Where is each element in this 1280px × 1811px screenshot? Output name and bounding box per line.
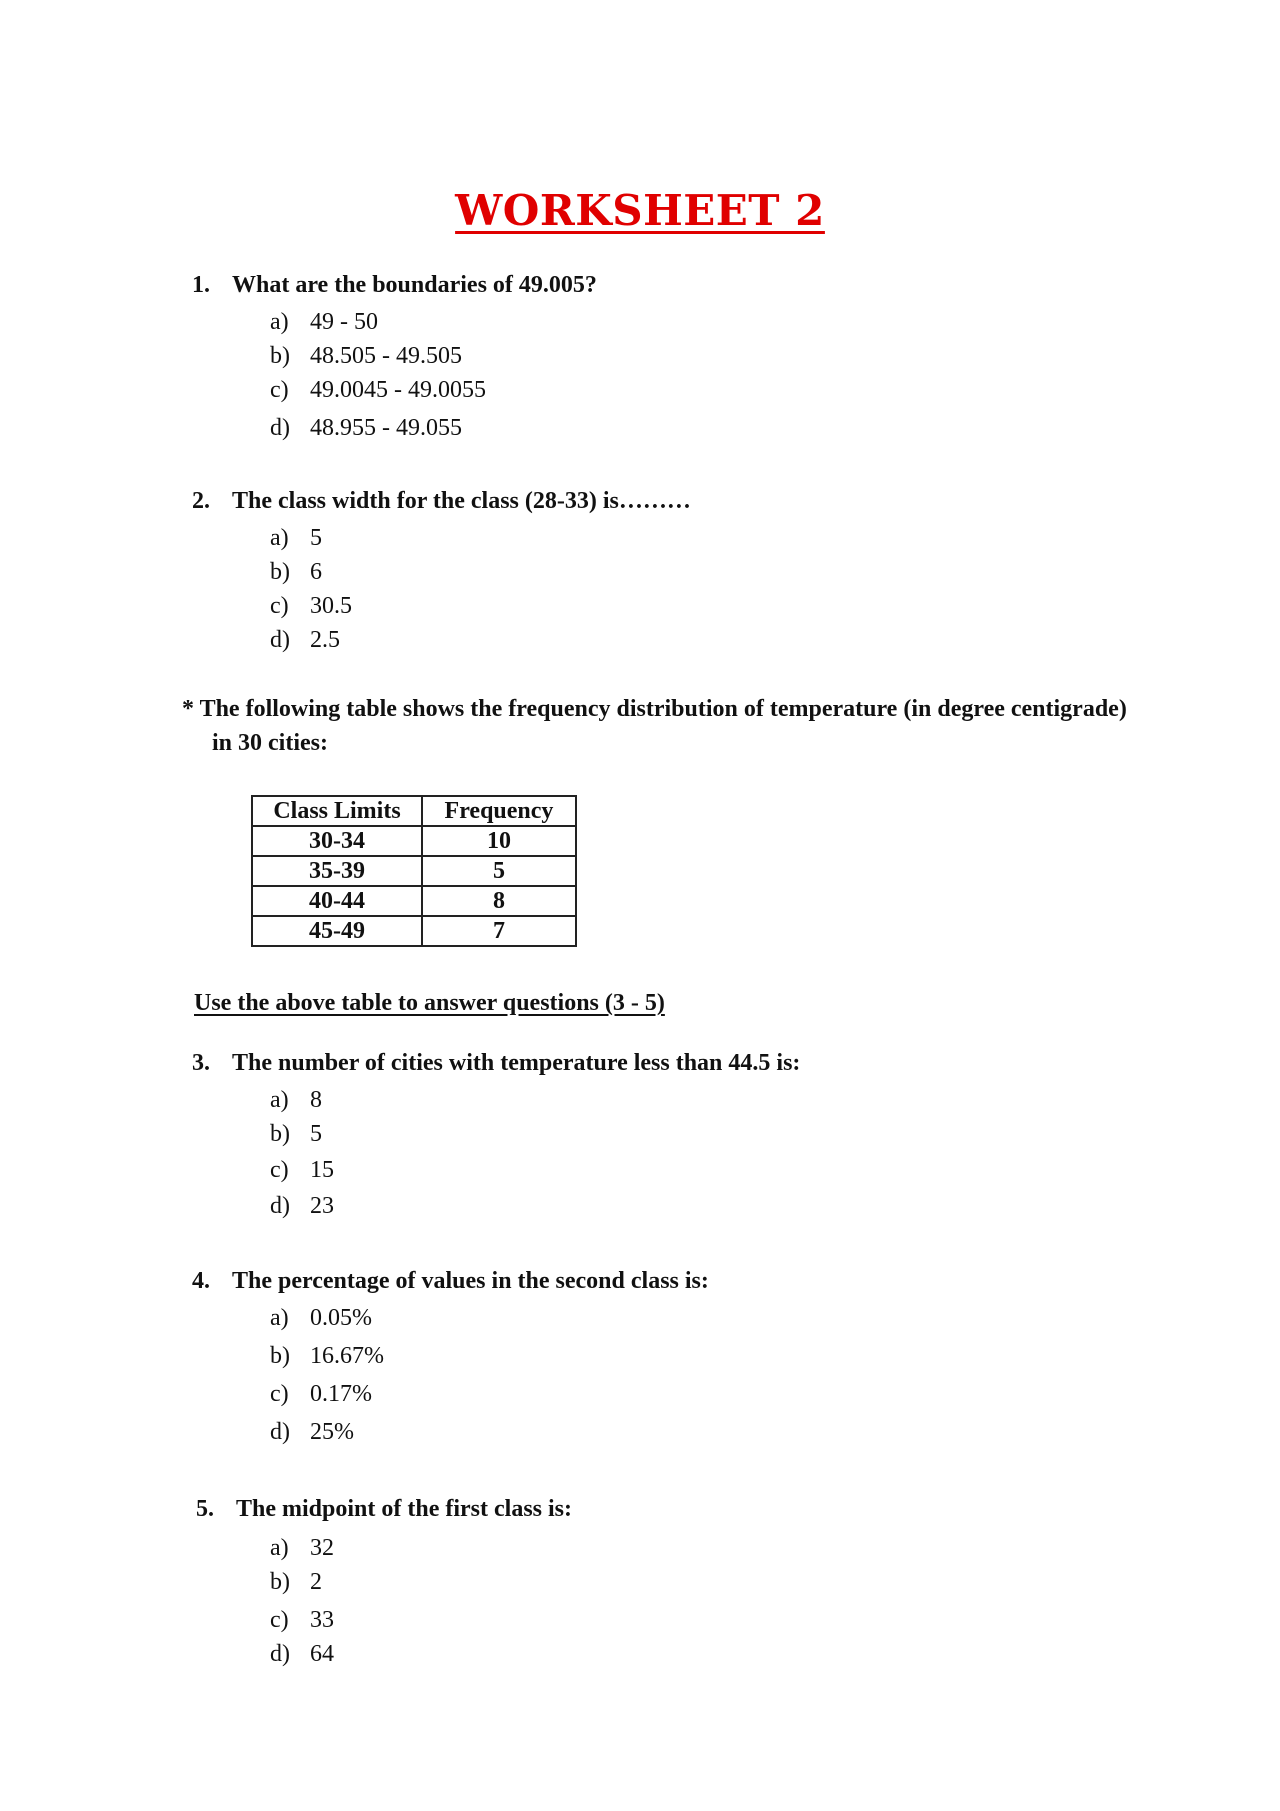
option-a[interactable]: a) 49 - 50 bbox=[270, 308, 378, 335]
question-1 bbox=[192, 272, 597, 445]
option-c[interactable]: c) 0.17% bbox=[270, 1380, 372, 1407]
option-a[interactable]: a) 0.05% bbox=[270, 1304, 372, 1331]
question-number: 1. bbox=[192, 272, 210, 298]
question-5 bbox=[196, 1496, 572, 1671]
table-row bbox=[252, 916, 576, 946]
question-2 bbox=[192, 488, 691, 657]
option-d[interactable]: d) 2.5 bbox=[270, 626, 340, 653]
table-row bbox=[252, 856, 576, 886]
table-header-row bbox=[252, 796, 576, 826]
table-intro-note: * The following table shows the frequency distribution of temperature (in degree centigrade) in 30 cities: bbox=[182, 696, 1127, 756]
option-b[interactable]: b) 6 bbox=[270, 558, 322, 585]
option-c[interactable]: c) 49.0045 - 49.0055 bbox=[270, 376, 486, 403]
frequency-table bbox=[251, 795, 577, 947]
question-text: The class width for the class (28-33) is……… bbox=[232, 488, 691, 514]
option-a[interactable]: a) 8 bbox=[270, 1086, 322, 1113]
table-cell: 35-39 bbox=[252, 856, 422, 886]
option-a[interactable]: a) 32 bbox=[270, 1534, 334, 1561]
question-number: 2. bbox=[192, 488, 210, 514]
question-text: The percentage of values in the second class is: bbox=[232, 1268, 709, 1294]
table-cell: 5 bbox=[422, 856, 576, 886]
question-number: 3. bbox=[192, 1050, 210, 1076]
column-header: Frequency bbox=[422, 796, 576, 826]
option-c[interactable]: c) 33 bbox=[270, 1606, 334, 1633]
option-b[interactable]: b) 48.505 - 49.505 bbox=[270, 342, 462, 369]
option-b[interactable]: b) 5 bbox=[270, 1120, 322, 1147]
option-b[interactable]: b) 16.67% bbox=[270, 1342, 384, 1369]
question-4 bbox=[192, 1268, 709, 1449]
table-cell: 45-49 bbox=[252, 916, 422, 946]
option-d[interactable]: d) 64 bbox=[270, 1640, 334, 1667]
option-a[interactable]: a) 5 bbox=[270, 524, 322, 551]
table-row bbox=[252, 826, 576, 856]
option-d[interactable]: d) 25% bbox=[270, 1418, 354, 1445]
question-number: 4. bbox=[192, 1268, 210, 1294]
question-number: 5. bbox=[196, 1496, 214, 1522]
question-3 bbox=[192, 1050, 800, 1223]
question-text: The midpoint of the first class is: bbox=[236, 1496, 572, 1522]
page-title: WORKSHEET 2 bbox=[455, 186, 825, 235]
table-cell: 30-34 bbox=[252, 826, 422, 856]
option-c[interactable]: c) 30.5 bbox=[270, 592, 352, 619]
option-b[interactable]: b) 2 bbox=[270, 1568, 322, 1595]
table-cell: 8 bbox=[422, 886, 576, 916]
question-text: What are the boundaries of 49.005? bbox=[232, 272, 597, 298]
table-cell: 7 bbox=[422, 916, 576, 946]
option-d[interactable]: d) 23 bbox=[270, 1192, 334, 1219]
option-c[interactable]: c) 15 bbox=[270, 1156, 334, 1183]
table-row bbox=[252, 886, 576, 916]
instruction-text: Use the above table to answer questions (3 - 5) bbox=[194, 990, 665, 1016]
table-cell: 10 bbox=[422, 826, 576, 856]
option-d[interactable]: d) 48.955 - 49.055 bbox=[270, 414, 462, 441]
question-text: The number of cities with temperature less than 44.5 is: bbox=[232, 1050, 801, 1076]
table-cell: 40-44 bbox=[252, 886, 422, 916]
column-header: Class Limits bbox=[252, 796, 422, 826]
